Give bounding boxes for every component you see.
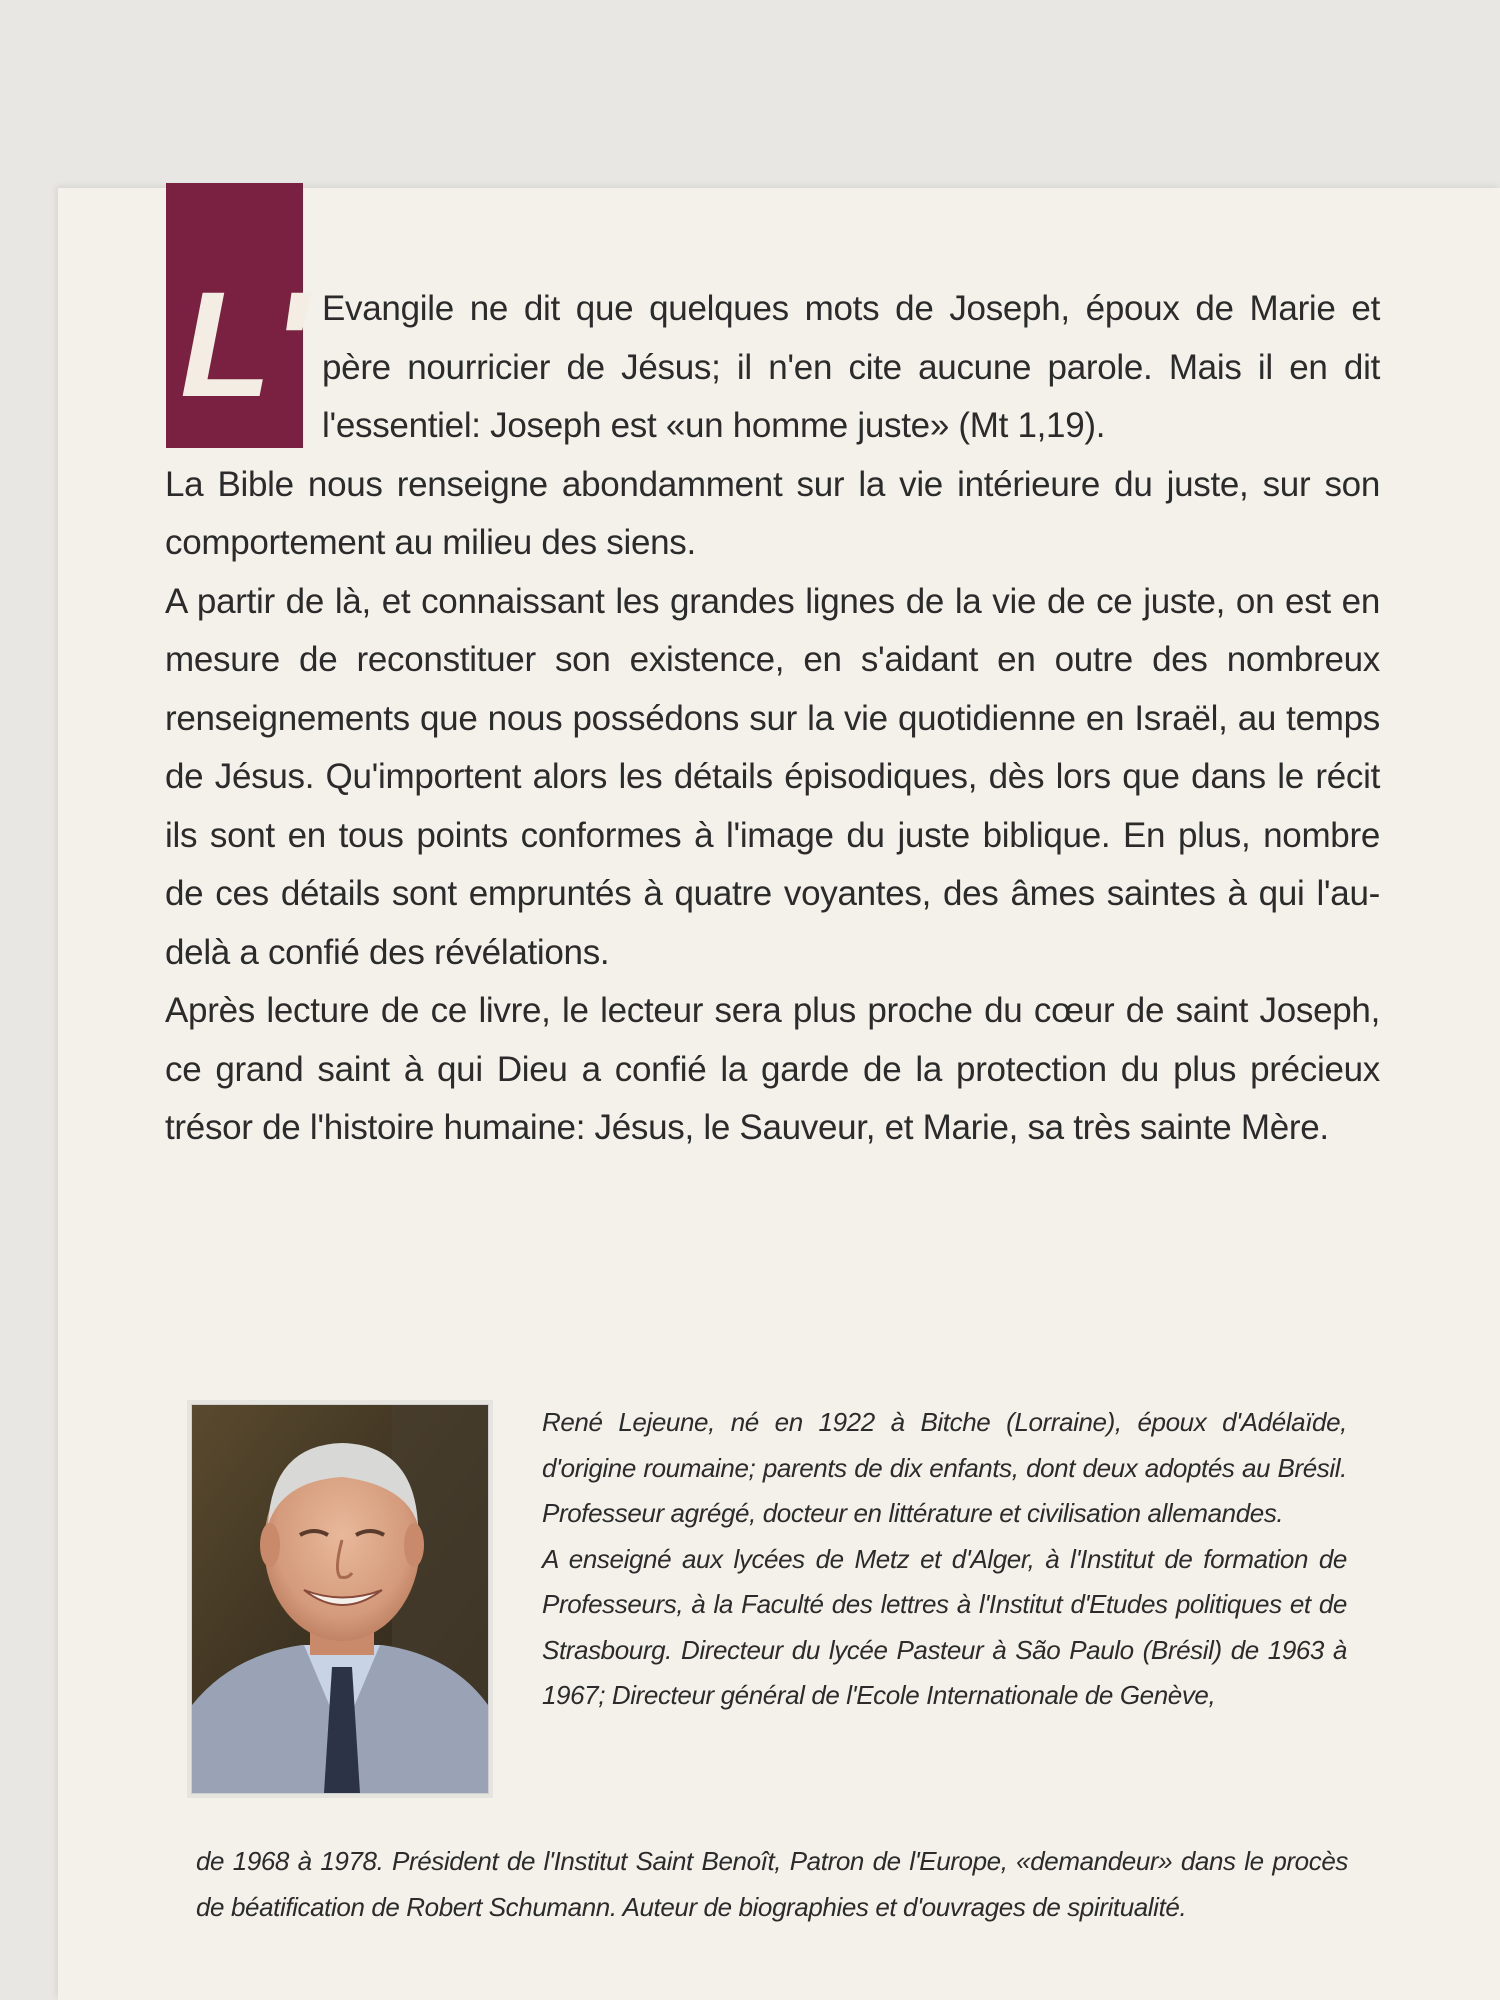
author-bio-paragraph-2: A enseigné aux lycées de Metz et d'Alger, à l'Institut de formation de Professeurs, à la Faculté des lettres à l'Institut d'Etudes politiques et de Strasbourg. Directeur du lycée Pasteur à São Paulo (Brésil) de 1963 à 1967; Directeur général de l'Ecole Internationale de Genève, — [542, 1543, 1347, 1710]
drop-cap-letter: L' — [180, 260, 308, 428]
author-bio-side — [542, 1400, 1347, 1719]
author-photo — [191, 1404, 489, 1794]
blurb-paragraph-2: La Bible nous renseigne abondamment sur la vie intérieure du juste, sur son comportement au milieu des siens. — [165, 464, 1380, 562]
author-bio-paragraph-3: de 1968 à 1978. Président de l'Institut Saint Benoît, Patron de l'Europe, «demandeur» dans le procès de béatification de Robert Schumann. Auteur de biographies et d'ouvrages de spiritualité. — [196, 1846, 1348, 1922]
author-bio-continued — [196, 1839, 1348, 1930]
blurb-paragraph-3: A partir de là, et connaissant les grandes lignes de la vie de ce juste, on est en mesure de reconstituer son existence, en s'aidant en outre des nombreux renseignements que nous possédons sur la vie quotidienne en Israël, au temps de Jésus. Qu'importent alors les détails épisodiques, dès lors que dans le récit ils sont en tous points conformes à l'image du juste biblique. En plus, nombre de ces détails sont empruntés à quatre voyantes, des âmes saintes à qui l'au-delà a confié des révélations. — [165, 581, 1380, 972]
blurb-paragraph-4: Après lecture de ce livre, le lecteur sera plus proche du cœur de saint Joseph, ce grand saint à qui Dieu a confié la garde de la protection du plus précieux trésor de l'histoire humaine: Jésus, le Sauveur, et Marie, sa très sainte Mère. — [165, 991, 1380, 1147]
blurb-paragraph-1: Evangile ne dit que quelques mots de Joseph, époux de Marie et père nourricier de Jésus; il n'en cite aucune parole. Mais il en dit l'essentiel: Joseph est «un homme juste» (Mt 1,19). — [322, 289, 1380, 445]
author-portrait-icon — [192, 1405, 488, 1793]
author-bio-paragraph-1: René Lejeune, né en 1922 à Bitche (Lorraine), époux d'Adélaïde, d'origine roumaine; parents de dix enfants, dont deux adoptés au Brésil. Professeur agrégé, docteur en littérature et civilisation allemandes. — [542, 1407, 1347, 1528]
cover-blurb — [165, 280, 1380, 1158]
